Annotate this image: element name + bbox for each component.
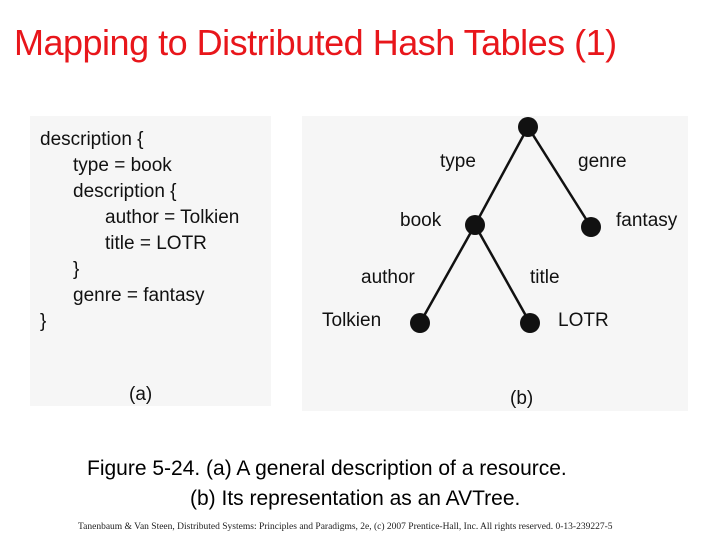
node-label-lotr: LOTR xyxy=(558,310,609,331)
edge-title xyxy=(475,225,530,323)
node-tolkien xyxy=(410,313,430,333)
node-fantasy xyxy=(581,217,601,237)
code-line: } xyxy=(73,259,80,280)
edge-label-author: author xyxy=(361,267,415,288)
edge-author xyxy=(420,225,475,323)
node-book xyxy=(465,215,485,235)
figure-caption-line1: Figure 5-24. (a) A general description of a resource. xyxy=(87,457,567,480)
node-label-tolkien: Tolkien xyxy=(322,310,382,331)
code-line: } xyxy=(40,311,47,332)
code-line: genre = fantasy xyxy=(73,285,205,306)
node-label-book: book xyxy=(400,210,442,231)
node-label-fantasy: fantasy xyxy=(616,210,678,231)
panel-b-caption: (b) xyxy=(510,388,534,409)
code-line: title = LOTR xyxy=(105,233,207,254)
edge-genre xyxy=(528,127,591,227)
edge-label-title: title xyxy=(530,267,560,288)
copyright-footer: Tanenbaum & Van Steen, Distributed Systems: Principles and Paradigms, 2e, (c) 2007 Prentice-Hall, Inc. All rights reserved. 0-13-239227-5 xyxy=(78,522,613,532)
code-line: author = Tolkien xyxy=(105,207,240,228)
panel-a-caption: (a) xyxy=(129,384,153,405)
code-line: type = book xyxy=(73,155,172,176)
edge-label-type: type xyxy=(440,151,476,172)
code-line: description { xyxy=(40,129,144,150)
node-lotr xyxy=(520,313,540,333)
figure-caption-line2: (b) Its representation as an AVTree. xyxy=(190,487,521,510)
edge-label-genre: genre xyxy=(578,151,627,172)
edge-type xyxy=(475,127,528,225)
code-line: description { xyxy=(73,181,177,202)
root-node xyxy=(518,117,538,137)
slide-title: Mapping to Distributed Hash Tables (1) xyxy=(14,22,617,63)
